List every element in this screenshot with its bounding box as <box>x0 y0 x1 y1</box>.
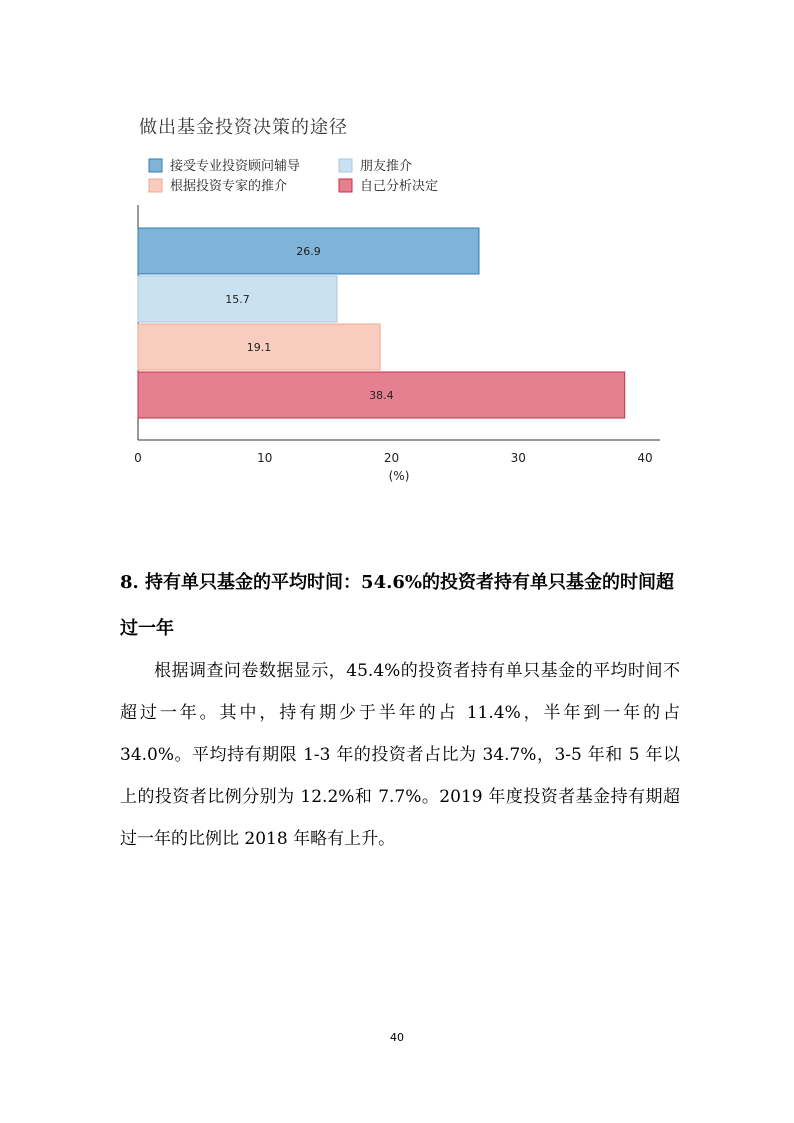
x-axis-label: (%) <box>388 469 410 483</box>
legend-label: 根据投资专家的推介 <box>170 179 288 194</box>
section-heading: 8. 持有单只基金的平均时间：54.6%的投资者持有单只基金的时间超过一年 <box>120 572 674 639</box>
bar-value-label: 19.1 <box>246 341 272 354</box>
chart-title: 做出基金投资决策的途径 <box>139 117 348 138</box>
body-paragraph: 根据调查问卷数据显示，45.4%的投资者持有单只基金的平均时间不超过一年。其中，持有期少于半年的占 11.4%，半年到一年的占 34.0%。平均持有期限 1-3 年的投资者占比为 34.7%，3-5 年和 5 年以上的投资者比例分别为 12.2%和 7.7%。2019 年度投资者基金持有期超过一年的比例比 2018 年略有上升。 <box>120 661 680 849</box>
legend-swatch <box>149 159 162 172</box>
x-tick-label: 10 <box>257 451 273 465</box>
x-tick-label: 20 <box>383 451 400 465</box>
x-tick-label: 30 <box>510 451 526 465</box>
legend-swatch <box>149 179 162 192</box>
bar-value-label: 38.4 <box>369 389 394 402</box>
bar-value-label: 15.7 <box>225 293 250 306</box>
legend-swatch <box>339 179 352 192</box>
bar-chart <box>0 0 794 520</box>
legend-label: 接受专业投资顾问辅导 <box>170 159 301 174</box>
bar-value-label: 26.9 <box>296 245 321 258</box>
legend-swatch <box>339 159 352 172</box>
legend-label: 自己分析决定 <box>360 179 439 194</box>
legend-label: 朋友推介 <box>360 159 413 174</box>
x-tick-label: 40 <box>637 451 653 465</box>
page-number: 40 <box>390 1031 404 1044</box>
x-tick-label: 0 <box>134 451 142 465</box>
